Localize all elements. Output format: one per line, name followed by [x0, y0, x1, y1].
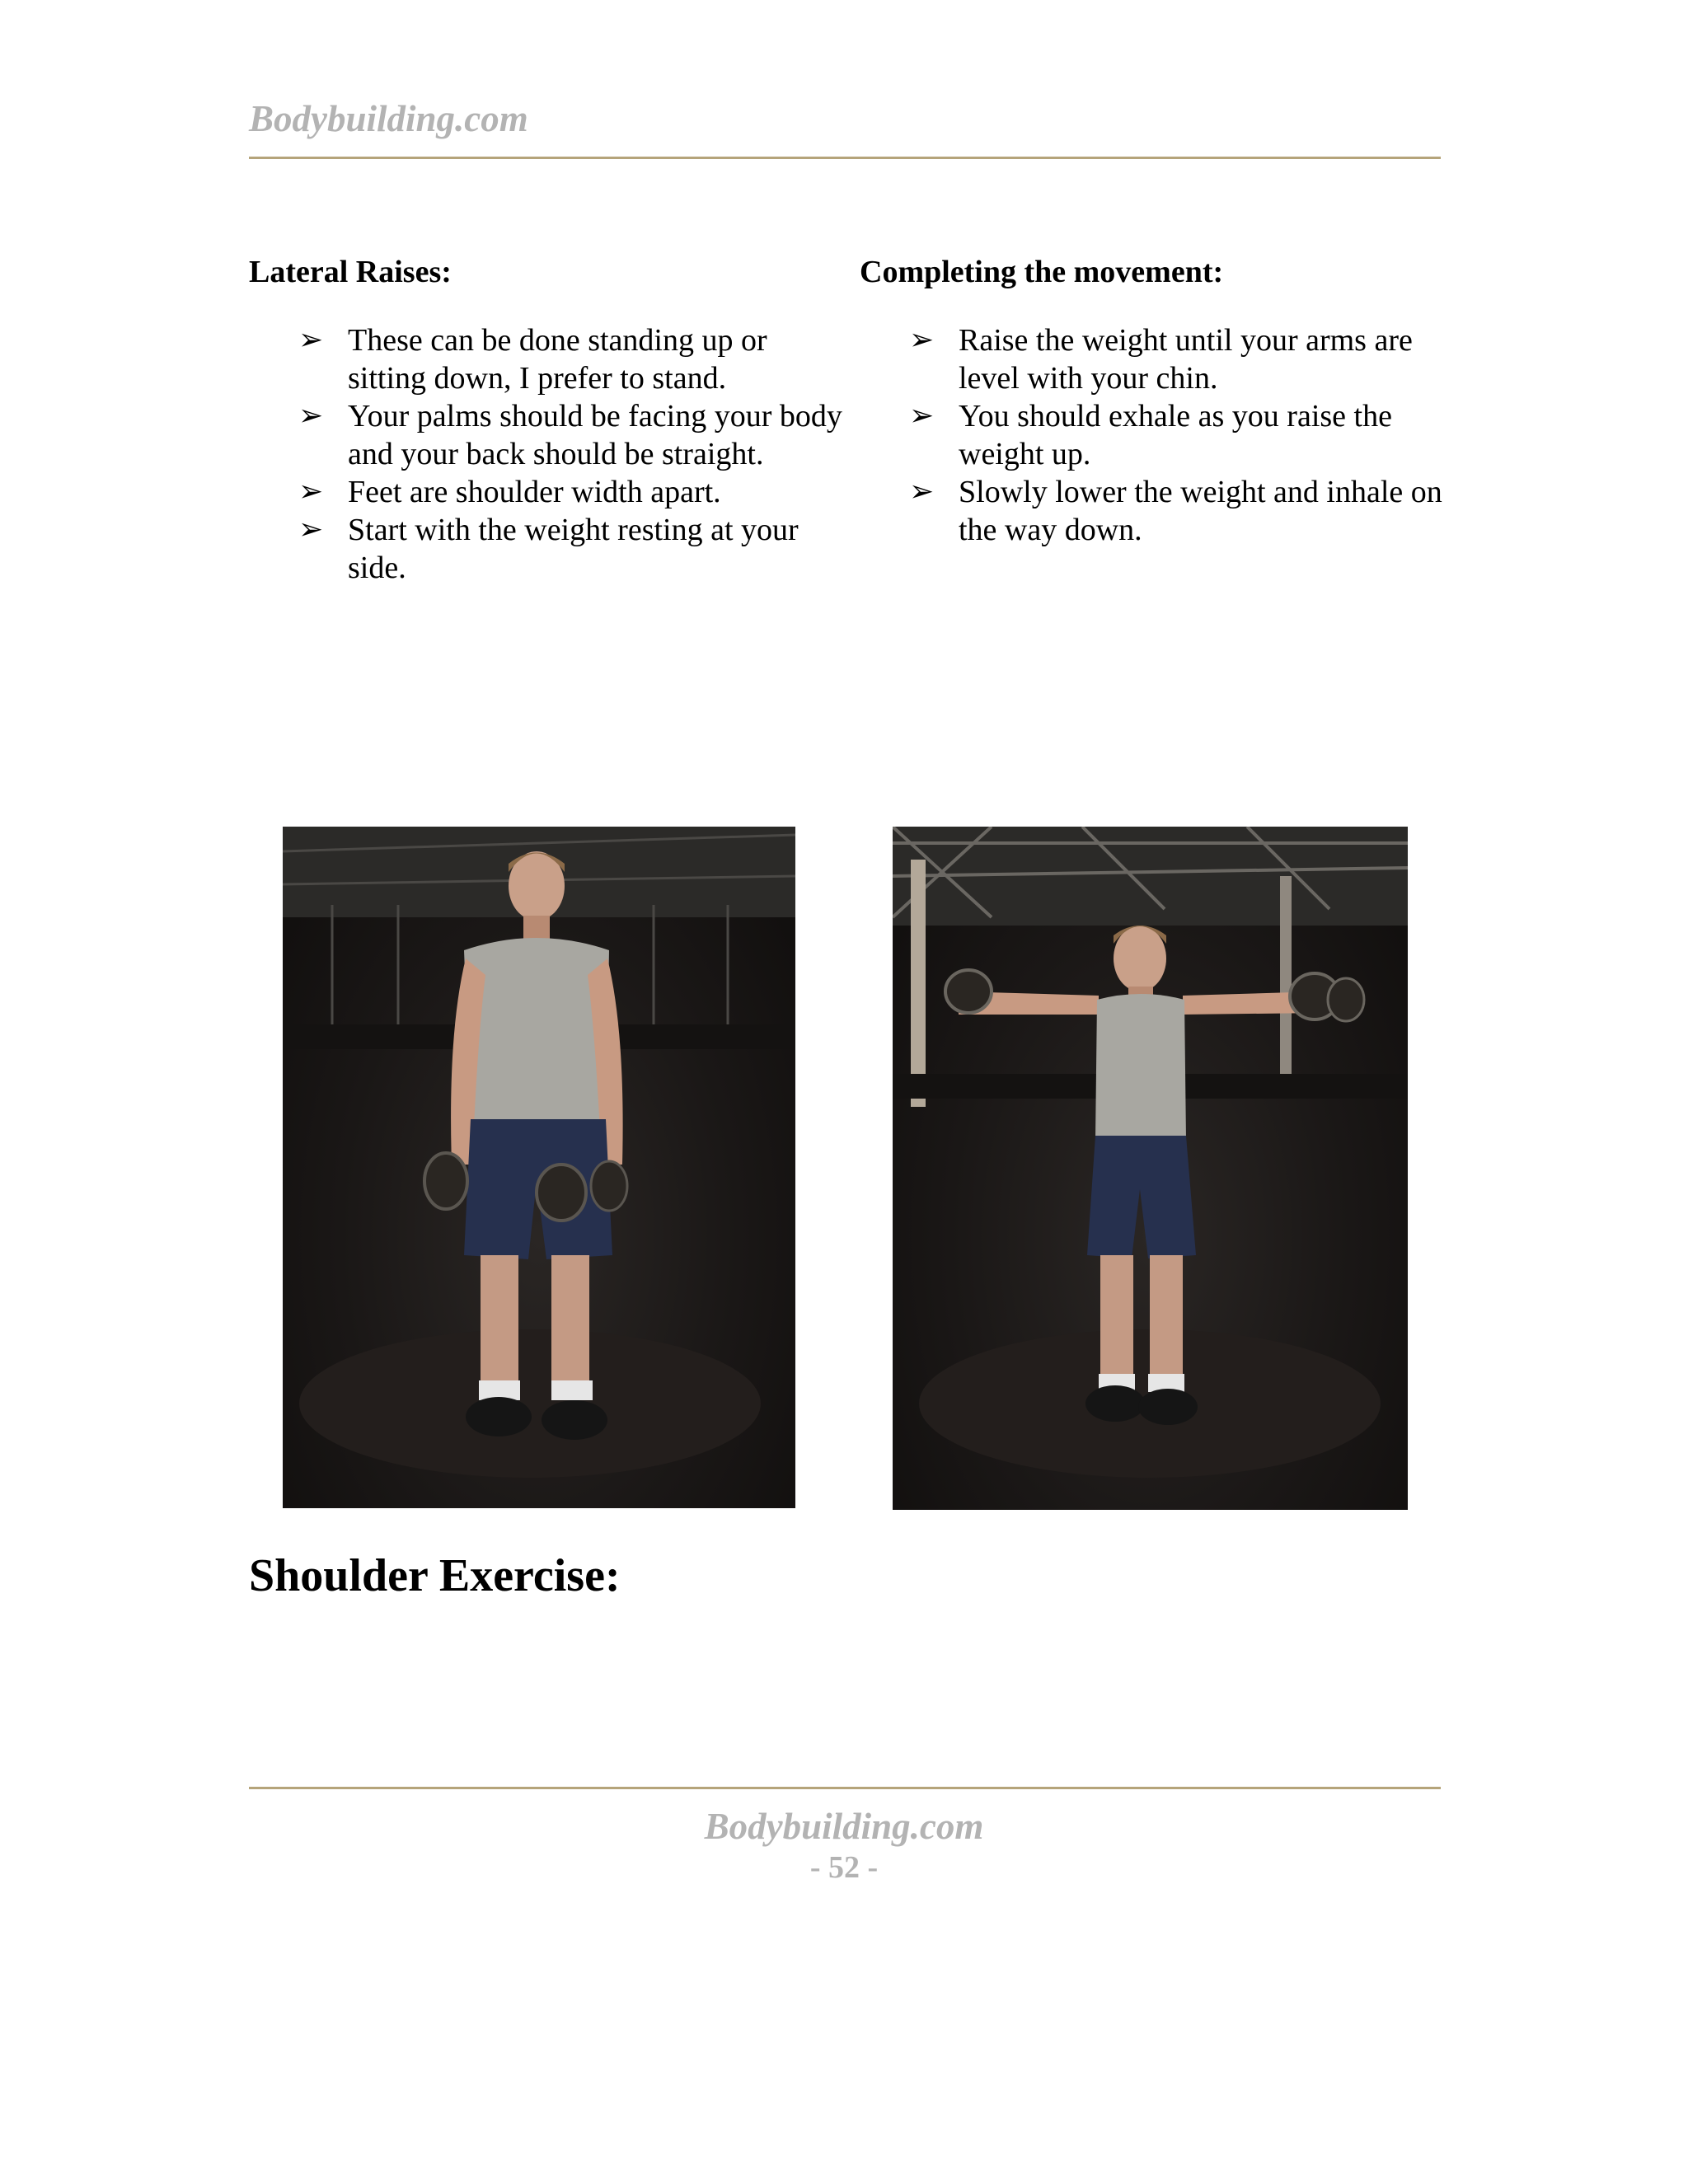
list-item-text: Raise the weight until your arms are level with your chin.	[959, 323, 1413, 396]
arrow-bullet-icon: ➢	[298, 513, 324, 546]
footer-divider	[249, 1787, 1441, 1789]
completing-movement-column	[860, 247, 1453, 549]
footer-site-name: Bodybuilding.com	[704, 1806, 984, 1847]
list-item	[249, 397, 842, 473]
header-divider	[249, 157, 1441, 159]
list-item-text: Start with the weight resting at your side.	[348, 513, 799, 585]
start-position-photo	[283, 827, 795, 1508]
lateral-raises-column	[249, 247, 842, 587]
arrow-bullet-icon: ➢	[909, 399, 935, 433]
list-item	[860, 321, 1453, 397]
list-item-text: Slowly lower the weight and inhale on the way down.	[959, 475, 1442, 547]
list-item-text: Your palms should be facing your body and your back should be straight.	[348, 399, 842, 471]
arrow-bullet-icon: ➢	[298, 475, 324, 509]
lateral-raises-heading: Lateral Raises:	[249, 255, 452, 289]
arrow-bullet-icon: ➢	[909, 323, 935, 357]
arrow-bullet-icon: ➢	[909, 475, 935, 509]
list-item	[249, 473, 842, 511]
list-item	[249, 321, 842, 397]
arrow-bullet-icon: ➢	[298, 399, 324, 433]
raised-position-photo	[893, 827, 1408, 1510]
list-item-text: Feet are shoulder width apart.	[348, 475, 721, 509]
list-item	[249, 511, 842, 587]
completing-movement-list	[860, 321, 1453, 549]
section-title: Shoulder Exercise:	[249, 1550, 621, 1601]
list-item-text: You should exhale as you raise the weight up.	[959, 399, 1392, 471]
list-item	[860, 397, 1453, 473]
list-item-text: These can be done standing up or sitting down, I prefer to stand.	[348, 323, 767, 396]
page-number: - 52 -	[809, 1850, 879, 1885]
header-site-name: Bodybuilding.com	[249, 98, 528, 139]
lateral-raises-list	[249, 321, 842, 587]
arrow-bullet-icon: ➢	[298, 323, 324, 357]
completing-movement-heading: Completing the movement:	[860, 255, 1224, 289]
list-item	[860, 473, 1453, 549]
